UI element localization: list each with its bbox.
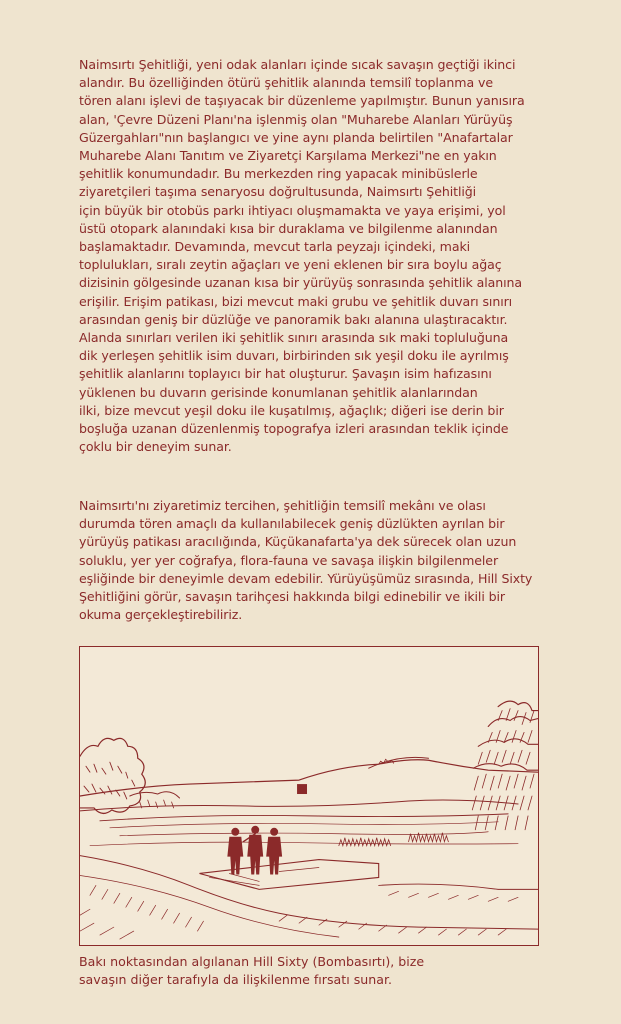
paragraph-line: ilki, bize mevcut yeşil doku ile kuşatılmış, ağaçlık; diğeri ise derin bir bbox=[79, 402, 504, 418]
caption-line: savaşın diğer tarafıyla da ilişkilenme fırsatı sunar. bbox=[79, 972, 392, 988]
paragraph-line: toplulukları, sıralı zeytin ağaçları ve yeni eklenen bir sıra boylu ağaç bbox=[79, 257, 502, 273]
paragraph-line: Alanda sınırları verilen iki şehitlik sınırı arasında sık maki topluluğuna bbox=[79, 330, 509, 346]
paragraph-line: çoklu bir deneyim sunar. bbox=[79, 439, 232, 455]
landscape-sketch bbox=[79, 646, 539, 946]
paragraph-line: okuma gerçekleştirebiliriz. bbox=[79, 607, 243, 623]
paragraph-line: şehitlik konumundadır. Bu merkezden ring yapacak minibüslerle bbox=[79, 166, 478, 182]
paragraph-line: şehitlik alanlarını toplayıcı bir hat oluşturur. Şavaşın isim hafızasını bbox=[79, 366, 492, 382]
paragraph-line: başlamaktadır. Devamında, mevcut tarla peyzajı içindeki, maki bbox=[79, 239, 471, 255]
paragraph-line: durumda tören amaçlı da kullanılabilecek geniş düzlükten ayrılan bir bbox=[79, 516, 505, 532]
paragraph-line: Şehitliğini görür, savaşın tarihçesi hakkında bilgi edinebilir ve ikili bir bbox=[79, 589, 506, 605]
caption-line: Bakı noktasından algılanan Hill Sixty (Bombasırtı), bize bbox=[79, 954, 425, 969]
paragraph-line: yürüyüş patikası aracılığında, Küçükanafarta'ya dek sürecek olan uzun bbox=[79, 534, 517, 550]
paragraph-line: alan, 'Çevre Düzeni Planı'na işlenmiş olan "Muharebe Alanları Yürüyüş bbox=[79, 111, 513, 127]
paragraph-line: Muharebe Alanı Tanıtım ve Ziyaretçi Karşılama Merkezi"ne en yakın bbox=[79, 148, 497, 164]
paragraph-line: yüklenen bu duvarın gerisinde konumlanan şehitlik alanlarından bbox=[79, 384, 478, 400]
paragraph-line: erişilir. Erişim patikası, bizi mevcut maki grubu ve şehitlik duvarı sınırı bbox=[79, 293, 513, 309]
paragraph-line: Güzergahları"nın başlangıcı ve yine aynı planda belirtilen "Anafartalar bbox=[79, 129, 513, 145]
paragraph-line: ziyaretçileri taşıma senaryosu doğrultusunda, Naimsırtı Şehitliği bbox=[79, 184, 477, 200]
figure-caption bbox=[79, 953, 549, 989]
paragraph-line: soluklu, yer yer coğrafya, flora-fauna ve savaşa ilişkin bilgilenmeler bbox=[79, 552, 499, 568]
paragraph-line: boşluğa uzanan düzenlenmiş topografya izleri arasından teklik içinde bbox=[79, 421, 509, 437]
paragraph-line: alandır. Bu özelliğinden ötürü şehitlik alanında temsilî toplanma ve bbox=[79, 75, 493, 91]
paragraph-line: için büyük bir otobüs parkı ihtiyacı oluşmamakta ve yaya erişimi, yol bbox=[79, 202, 506, 218]
paragraph-line: eşliğinde bir deneyimle devam edebilir. Yürüyüşümüz sırasında, Hill Sixty bbox=[79, 570, 533, 586]
paragraph-line: Naimsırtı Şehitliği, yeni odak alanları içinde sıcak savaşın geçtiği ikinci bbox=[79, 57, 516, 72]
paragraph-line: tören alanı işlevi de taşıyacak bir düzenleme yapılmıştır. Bunun yanısıra bbox=[79, 93, 525, 109]
paragraph-line: üstü otopark alanındaki kısa bir duraklama ve bilgilenme alanından bbox=[79, 220, 498, 236]
paragraph-2 bbox=[79, 497, 549, 624]
paragraph-line: dizisinin gölgesinde uzanan kısa bir yürüyüş sonrasında şehitlik alanına bbox=[79, 275, 523, 291]
sketch-drawing bbox=[80, 647, 538, 945]
paragraph-line: Naimsırtı'nı ziyaretimiz tercihen, şehitliğin temsilî mekânı ve olası bbox=[79, 498, 486, 513]
paragraph-1 bbox=[79, 56, 549, 456]
paragraph-line: arasından geniş bir düzlüğe ve panoramik bakı alanına ulaştıracaktır. bbox=[79, 311, 508, 327]
paragraph-line: dik yerleşen şehitlik isim duvarı, birbirinden sık yeşil doku ile ayrılmış bbox=[79, 348, 509, 364]
